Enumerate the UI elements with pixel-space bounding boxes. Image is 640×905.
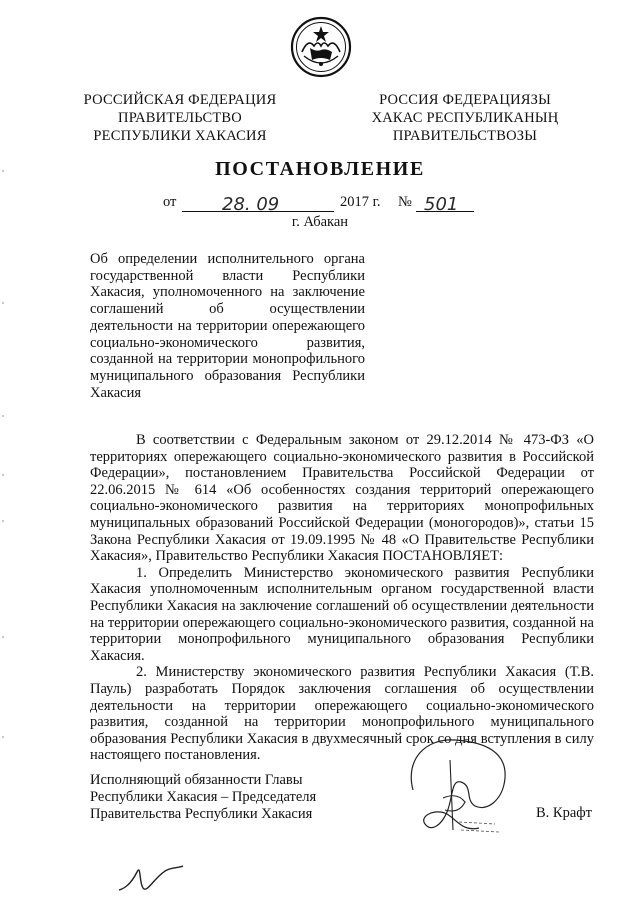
scan-mark [2, 415, 4, 417]
handwritten-signature [395, 730, 535, 840]
document-title: ПОСТАНОВЛЕНИЕ [215, 158, 425, 180]
date-prefix: от [163, 194, 177, 210]
scan-mark [2, 520, 4, 522]
date-year: 2017 г. [340, 194, 381, 210]
header-right [360, 91, 570, 145]
signatory-title [90, 772, 350, 822]
scan-mark [2, 302, 4, 304]
number-handwritten: 501 [424, 194, 459, 215]
header-left-line: РОССИЙСКАЯ ФЕДЕРАЦИЯ [83, 92, 277, 108]
date-handwritten: 28. 09 [222, 194, 280, 215]
document-body [90, 432, 594, 764]
signatory-title-line: Республики Хакасия – Председателя [90, 788, 317, 805]
scan-mark [2, 636, 4, 638]
header-left-line: ПРАВИТЕЛЬСТВО [118, 110, 242, 126]
coat-of-arms-icon [290, 16, 352, 78]
body-paragraph: В соответствии с Федеральным законом от 29.12.2014 № 473-ФЗ «О территориях опережающего социально-экономического развития в Российской Федерации», постановлением Правительства Российской Федерации от 22.06.2015 № 614 «Об особенностях создания территорий опережающего социально-экономического развития на территориях монопрофильных муниципальных образований Российской Федерации (моногородов)», статьи 15 Закона Республики Хакасия от 19.09.1995 № 48 «О Правительстве Республики Хакасия», Правительство Республики Хакасия ПОСТАНОВЛЯЕТ: [90, 432, 594, 565]
scan-mark [2, 736, 4, 738]
scan-mark [2, 170, 4, 172]
header-right-line: ХАКАС РЕСПУБЛИКАНЫҢ [371, 110, 559, 126]
header-left-line: РЕСПУБЛИКИ ХАКАСИЯ [93, 128, 267, 144]
signatory-title-line: Исполняющий обязанности Главы [90, 772, 303, 788]
date-line [0, 194, 640, 216]
header-right-line: ПРАВИТЕЛЬСТВОЗЫ [392, 128, 538, 144]
body-paragraph: 1. Определить Министерство экономического развития Республики Хакасия уполномоченным исполнительным органом государственной власти Республики Хакасия на заключение соглашений об осуществлении деятельности на территории опережающего социально-экономического развития, созданной на территории монопрофильного муниципального образования Республики Хакасия. [90, 564, 594, 664]
handwritten-initials [115, 858, 185, 898]
signatory-title-line: Правительства Республики Хакасия [90, 805, 313, 822]
signatory-name: В. Крафт [536, 805, 593, 821]
document-subject: Об определении исполнительного органа государственной власти Республики Хакасия, уполномоченного на заключение соглашений об осуществлении деятельности на территории опережающего социально-экономического развития, созданной на территории монопрофильного муниципального образования Республики Хакасия [90, 251, 365, 401]
city: г. Абакан [291, 214, 349, 230]
body-paragraph: 2. Министерству экономического развития Республики Хакасия (Т.В. Пауль) разработать Порядок заключения соглашения об осуществлении деятельности на территории опережающего социально-экономического развития, созданной на территории монопрофильного муниципального образования Республики Хакасия в двухмесячный срок со дня вступления в силу настоящего постановления. [90, 664, 594, 764]
header-right-line: РОССИЯ ФЕДЕРАЦИЯЗЫ [379, 92, 551, 108]
number-sign: № [398, 194, 412, 210]
header-left [80, 91, 280, 145]
scan-mark [2, 474, 4, 476]
